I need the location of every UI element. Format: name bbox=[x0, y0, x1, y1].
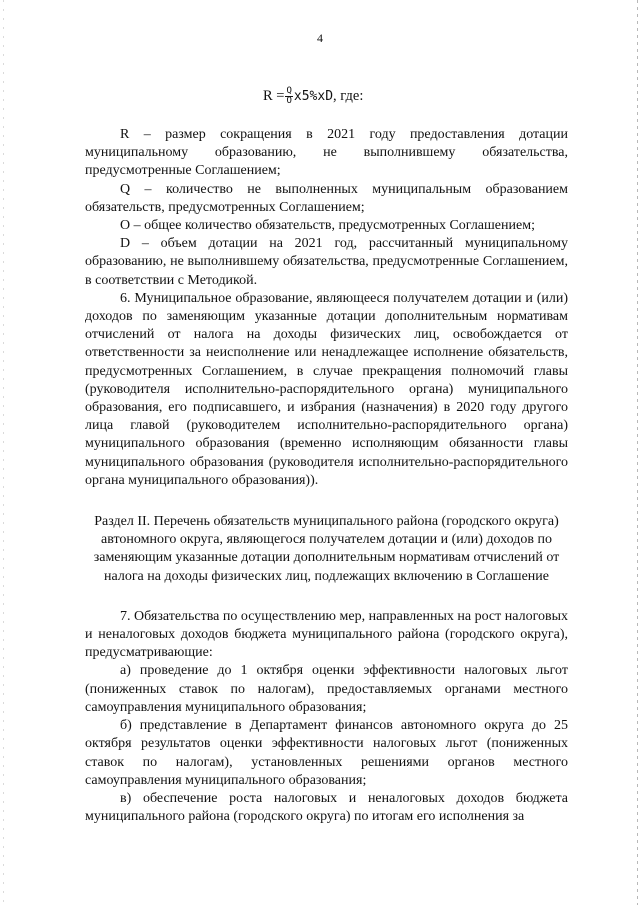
list-item-c: в) обеспечение роста налоговых и неналоговых доходов бюджета муниципального района (городского округа) по итогам его исполнения за bbox=[85, 790, 568, 825]
formula-fraction bbox=[285, 87, 292, 106]
definition-r: R – размер сокращения в 2021 году предоставления дотации муниципальному образованию, не выполнившему обязательства, предусмотренные Соглашением; bbox=[85, 127, 568, 179]
definition-d: D – объем дотации на 2021 год, рассчитанный муниципальному образованию, не выполнившему обязательства, предусмотренные Соглашением, в соответствии с Методикой. bbox=[85, 236, 568, 288]
list-item-a: а) проведение до 1 октября оценки эффективности налоговых льгот (пониженных ставок по налогам), предоставляемых органами местного самоуправления муниципального образования; bbox=[85, 663, 568, 715]
scan-edge-right bbox=[637, 0, 638, 905]
formula-suffix: , где: bbox=[333, 88, 364, 104]
scan-edge-left bbox=[3, 0, 4, 905]
page-number: 4 bbox=[317, 31, 323, 45]
definition-q: Q – количество не выполненных муниципальным образованием обязательств, предусмотренных Соглашением; bbox=[85, 181, 568, 215]
list-item-b: б) представление в Департамент финансов автономного округа до 25 октября результатов оценки эффективности налоговых льгот (пониженных ставок по налогам), установленных решениями органов местного самоуправления муниципального образования; bbox=[85, 718, 568, 788]
definition-o: O – общее количество обязательств, предусмотренных Соглашением; bbox=[120, 218, 535, 234]
formula-lhs: R = bbox=[263, 88, 285, 104]
section-heading: Раздел II. Перечень обязательств муниципального района (городского округа) автономного округа, являющегося получателем дотации и (или) доходов по заменяющим указанные дотации дополнительным нормативам отчислений от налога на доходы физических лиц, подлежащих включению в Соглашение bbox=[93, 514, 560, 584]
formula-rest: x5%xD bbox=[293, 89, 334, 104]
paragraph-7: 7. Обязательства по осуществлению мер, направленных на рост налоговых и неналоговых доходов бюджета муниципального района (городского округа), предусматривающие: bbox=[85, 608, 568, 661]
formula-denominator: O bbox=[286, 96, 292, 106]
formula bbox=[263, 87, 363, 106]
formula-numerator: Q bbox=[286, 86, 292, 96]
paragraph-6: 6. Муниципальное образование, являющееся получателем дотации и (или) доходов по заменяющим указанные дотации дополнительным нормативам отчислений от налога на доходы физических лиц, освобождается от ответственности за неисполнение или ненадлежащее исполнение обязательств, предусмотренных Соглашением, в случае прекращения полномочий главы (руководителя исполнительно-распорядительного органа) муниципального образования, его подписавшего, и избрания (назначения) в 2020 году другого лица главой (руководителем исполнительно-распорядительного органа) муниципального образования (временно исполняющим обязанности главы муниципального образования (руководителя исполнительно-распорядительного органа муниципального образования)). bbox=[85, 290, 568, 488]
document-body bbox=[85, 126, 568, 826]
